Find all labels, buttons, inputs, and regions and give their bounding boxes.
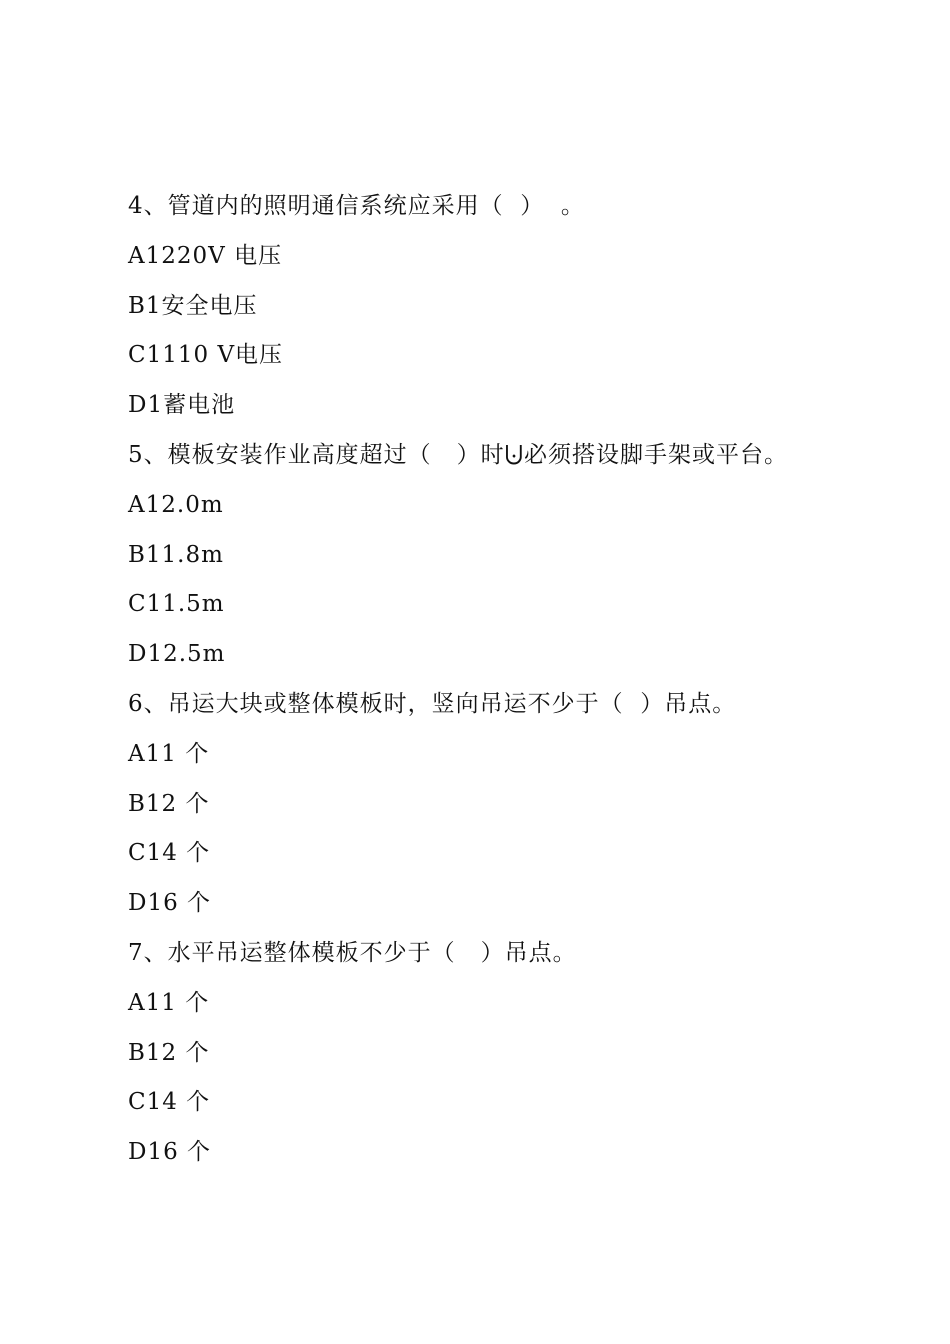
option-c: C1110 V电压 — [128, 342, 284, 369]
question-list — [128, 186, 888, 1182]
option-d: D16 个 — [128, 890, 212, 917]
question-stem: 6、吊运大块或整体模板时，竖向吊运不少于（ ）吊点。 — [128, 690, 737, 717]
option-b: B12 个 — [128, 1039, 210, 1066]
option-b: B1安全电压 — [128, 292, 258, 319]
question-7 — [128, 933, 888, 1182]
option-a: A12.0m — [128, 491, 224, 518]
question-5 — [128, 435, 888, 684]
option-c: C11.5m — [128, 591, 225, 618]
question-stem: 7、水平吊运整体模板不少于（ ）吊点。 — [128, 939, 577, 966]
question-stem: 4、管道内的照明通信系统应采用（ ） 。 — [128, 193, 585, 219]
question-6 — [128, 684, 888, 933]
option-a: A1220V 电压 — [128, 242, 283, 269]
option-b: B12 个 — [128, 790, 210, 817]
option-a: A11 个 — [128, 989, 210, 1016]
option-c: C14 个 — [128, 1089, 211, 1116]
option-d: D1蓄电池 — [128, 392, 236, 419]
option-b: B11.8m — [128, 541, 224, 568]
option-c: C14 个 — [128, 840, 211, 867]
question-4 — [128, 186, 888, 435]
option-a: A11 个 — [128, 740, 210, 767]
option-d: D16 个 — [128, 1139, 212, 1166]
question-stem: 5、模板安装作业高度超过（ ）时⨃必须搭设脚手架或平台。 — [128, 441, 789, 468]
option-d: D12.5m — [128, 641, 226, 668]
